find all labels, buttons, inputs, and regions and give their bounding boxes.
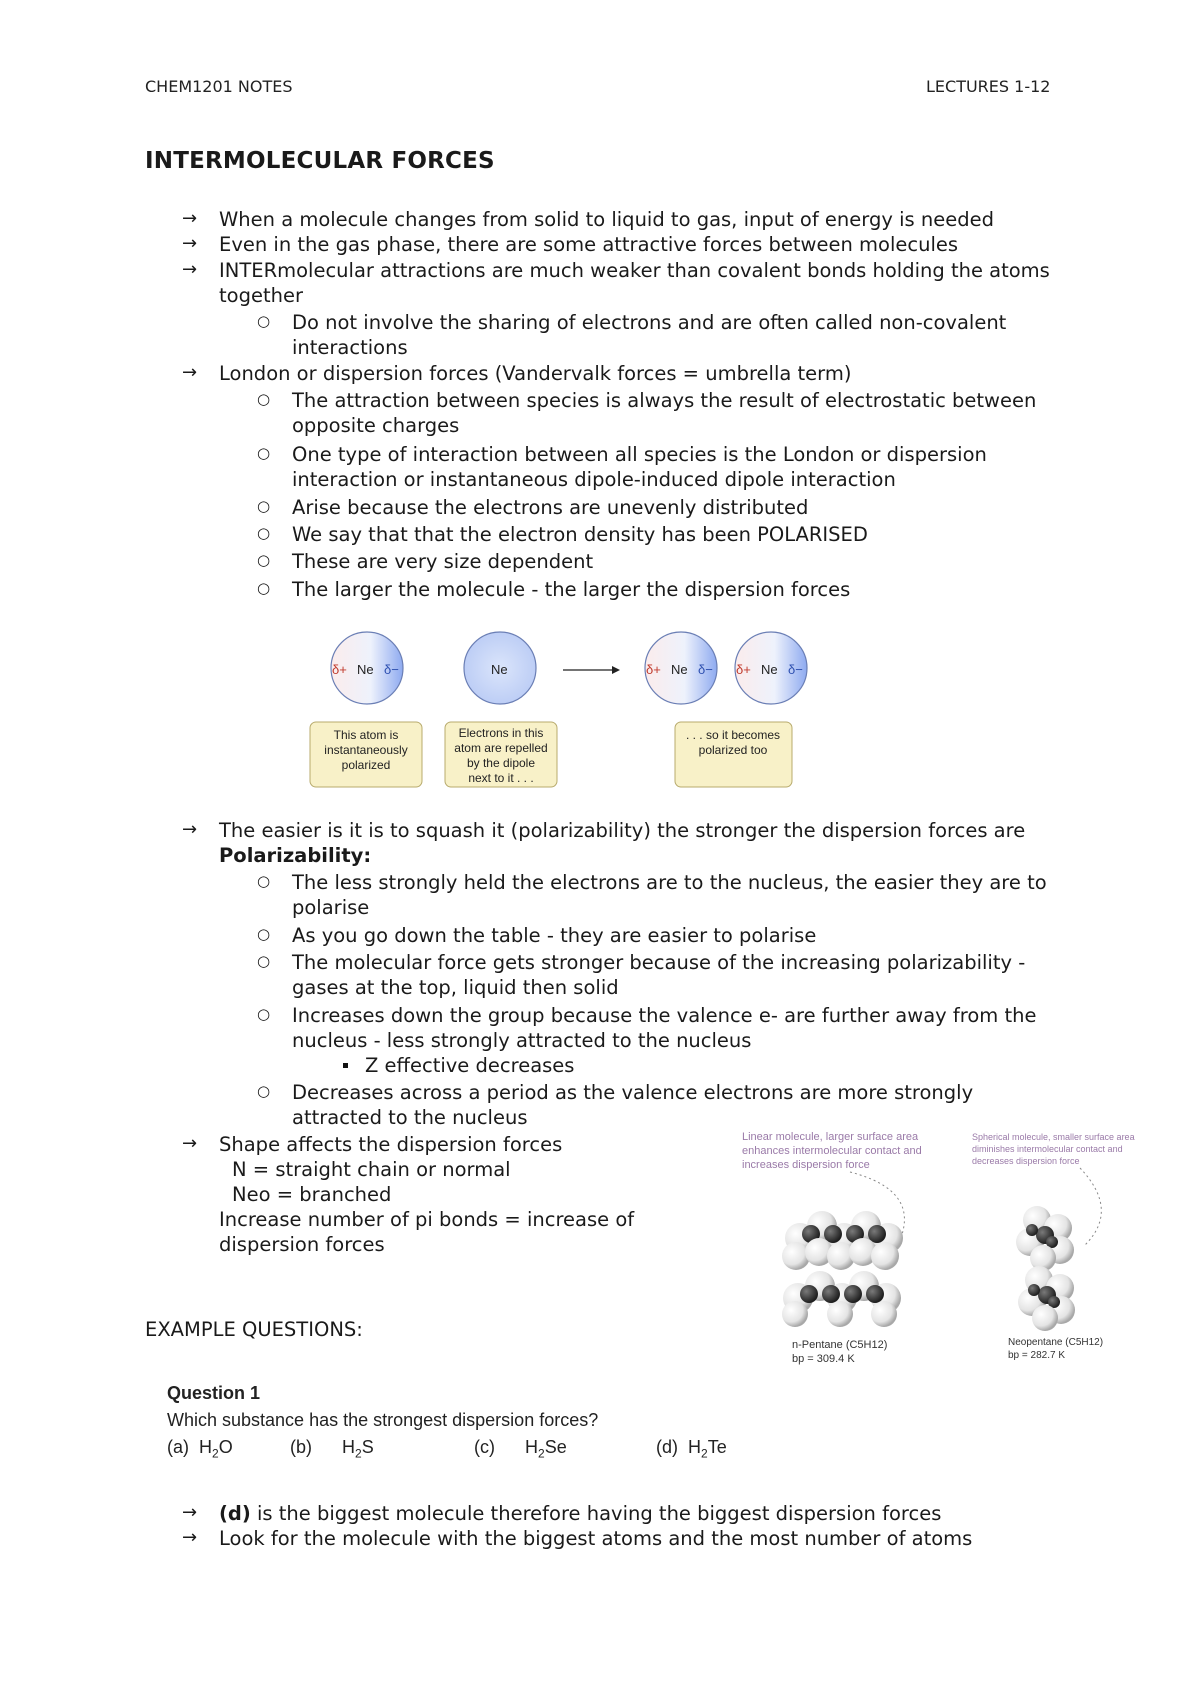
- delta-minus-label: δ−: [788, 662, 803, 677]
- sub-bullet-text-cont: gases at the top, liquid then solid: [292, 976, 619, 999]
- left-caption-line: increases dispersion force: [742, 1159, 870, 1171]
- caption-line: by the dipole: [466, 756, 536, 770]
- right-caption-line: decreases dispersion force: [972, 1156, 1080, 1166]
- shape-note: Neo = branched: [232, 1183, 392, 1206]
- delta-plus-label: δ+: [736, 662, 751, 677]
- sub-bullet-text: Do not involve the sharing of electrons and are often called non-covalent: [292, 311, 1007, 334]
- caption-line: This atom is: [333, 728, 399, 742]
- sub-bullet-text-cont: interactions: [292, 336, 408, 359]
- neopentane-bp: bp = 282.7 K: [1008, 1350, 1065, 1361]
- shape-note: Increase number of pi bonds = increase of: [219, 1208, 635, 1231]
- header-right: LECTURES 1-12: [926, 77, 1051, 96]
- right-caption-line: diminishes intermolecular contact and: [972, 1144, 1123, 1154]
- bullet-text: When a molecule changes from solid to liquid to gas, input of energy is needed: [219, 208, 994, 231]
- question-title: Question 1: [167, 1383, 261, 1403]
- arrow-bullet-icon: →: [182, 233, 198, 254]
- square-bullet-icon: [343, 1063, 348, 1068]
- n-pentane-bp: bp = 309.4 K: [792, 1353, 855, 1365]
- sub-bullet-text-cont: polarise: [292, 896, 370, 919]
- left-caption-line: Linear molecule, larger surface area: [742, 1131, 919, 1143]
- circle-bullet-icon: ○: [257, 551, 271, 569]
- atom-label: Ne: [357, 662, 374, 677]
- bullet-text: The easier is it is to squash it (polarizability) the stronger the dispersion forces are: [219, 819, 1026, 842]
- sub-bullet-text: The attraction between species is always the result of electrostatic between: [292, 389, 1037, 412]
- arrow-bullet-icon: →: [182, 208, 198, 229]
- option-b-label: (b): [290, 1437, 312, 1457]
- arrow-bullet-icon: →: [182, 1133, 198, 1154]
- neopentane-model-top: [1016, 1206, 1074, 1271]
- circle-bullet-icon: ○: [257, 925, 271, 943]
- sub-bullet-text: The molecular force gets stronger because of the increasing polarizability -: [292, 951, 1026, 974]
- sub-bullet-text: The larger the molecule - the larger the dispersion forces: [292, 578, 851, 601]
- delta-plus-label: δ+: [332, 662, 347, 677]
- sub-bullet-text-cont: nucleus - less strongly attracted to the nucleus: [292, 1029, 752, 1052]
- question-text: Which substance has the strongest dispersion forces?: [167, 1410, 599, 1430]
- sub-bullet-text: These are very size dependent: [292, 550, 594, 573]
- guide-dots: [1080, 1168, 1101, 1245]
- option-a[interactable]: (a) $H_2O$: [167, 1437, 233, 1461]
- answer-tag: (d): [219, 1502, 251, 1525]
- option-d[interactable]: (d) $H_2Te$: [656, 1437, 727, 1461]
- circle-bullet-icon: ○: [257, 390, 271, 408]
- option-c-label: (c): [474, 1437, 495, 1457]
- caption-line: . . . so it becomes: [685, 728, 781, 742]
- n-pentane-label: n-Pentane (C5H12): [792, 1339, 888, 1351]
- sub-bullet-text: Arise because the electrons are unevenly distributed: [292, 496, 809, 519]
- circle-bullet-icon: ○: [257, 579, 271, 597]
- n-pentane-model-bottom: [782, 1271, 901, 1327]
- bullet-text: London or dispersion forces (Vandervalk forces = umbrella term): [219, 362, 852, 385]
- sub-bullet-text-cont: interaction or instantaneous dipole-induced dipole interaction: [292, 468, 896, 491]
- arrow-bullet-icon: →: [182, 362, 198, 383]
- delta-minus-label: δ−: [384, 662, 399, 677]
- circle-bullet-icon: ○: [257, 952, 271, 970]
- option-c[interactable]: (c) $H_2Se$: [474, 1437, 567, 1461]
- sub-bullet-text: Decreases across a period as the valence electrons are more strongly: [292, 1081, 974, 1104]
- sub-bullet-text: As you go down the table - they are easier to polarise: [292, 924, 817, 947]
- left-caption-line: enhances intermolecular contact and: [742, 1145, 922, 1157]
- answer-text: [219, 1501, 941, 1526]
- sub-bullet-text-cont: attracted to the nucleus: [292, 1106, 528, 1129]
- shape-note: dispersion forces: [219, 1233, 385, 1256]
- circle-bullet-icon: ○: [257, 1082, 271, 1100]
- sub-bullet-text: We say that that the electron density has been POLARISED: [292, 523, 868, 546]
- header-left: CHEM1201 NOTES: [145, 77, 293, 96]
- caption-line: next to it . . .: [468, 771, 534, 785]
- option-b[interactable]: (b) $H_2S$: [290, 1437, 374, 1461]
- delta-minus-label: δ−: [698, 662, 713, 677]
- caption-line: atom are repelled: [454, 741, 548, 755]
- bullet-text-cont: together: [219, 284, 303, 307]
- arrow-bullet-icon: →: [182, 1527, 198, 1548]
- answer-rest: is the biggest molecule therefore having the biggest dispersion forces: [257, 1502, 942, 1525]
- circle-bullet-icon: ○: [257, 312, 271, 330]
- caption-line: polarized too: [698, 743, 768, 757]
- delta-plus-label: δ+: [646, 662, 661, 677]
- sub-bullet-text: Increases down the group because the valence e- are further away from the: [292, 1004, 1037, 1027]
- examples-heading: EXAMPLE QUESTIONS:: [145, 1318, 363, 1341]
- neopentane-label: Neopentane (C5H12): [1008, 1337, 1104, 1348]
- bullet-text: INTERmolecular attractions are much weaker than covalent bonds holding the atoms: [219, 259, 1050, 282]
- circle-bullet-icon: ○: [257, 1005, 271, 1023]
- atom-label: Ne: [671, 662, 688, 677]
- pentane-comparison-figure: [740, 1130, 1140, 1370]
- arrow-bullet-icon: →: [182, 819, 198, 840]
- circle-bullet-icon: ○: [257, 872, 271, 890]
- n-pentane-model-top: [782, 1211, 903, 1270]
- dispersion-diagram: [300, 625, 820, 795]
- atom-label: Ne: [491, 662, 508, 677]
- page-title: INTERMOLECULAR FORCES: [145, 148, 495, 174]
- section-heading: Polarizability:: [219, 844, 372, 867]
- arrow-bullet-icon: →: [182, 1502, 198, 1523]
- sub-sub-bullet-text: Z effective decreases: [365, 1054, 575, 1077]
- caption-line: Electrons in this: [458, 726, 544, 740]
- circle-bullet-icon: ○: [257, 497, 271, 515]
- shape-note: N = straight chain or normal: [232, 1158, 511, 1181]
- caption-line: polarized: [341, 758, 391, 772]
- neopentane-model-bottom: [1018, 1266, 1075, 1331]
- atom-label: Ne: [761, 662, 778, 677]
- circle-bullet-icon: ○: [257, 524, 271, 542]
- sub-bullet-text: One type of interaction between all species is the London or dispersion: [292, 443, 987, 466]
- arrow-head-icon: [612, 666, 620, 674]
- sub-bullet-text-cont: opposite charges: [292, 414, 460, 437]
- arrow-bullet-icon: →: [182, 259, 198, 280]
- bullet-text: Even in the gas phase, there are some attractive forces between molecules: [219, 233, 959, 256]
- caption-line: instantaneously: [324, 743, 408, 757]
- sub-bullet-text: The less strongly held the electrons are to the nucleus, the easier they are to: [292, 871, 1047, 894]
- option-a-label: (a): [167, 1437, 189, 1457]
- circle-bullet-icon: ○: [257, 444, 271, 462]
- tip-text: Look for the molecule with the biggest atoms and the most number of atoms: [219, 1527, 973, 1550]
- bullet-text: Shape affects the dispersion forces: [219, 1133, 563, 1156]
- option-d-label: (d): [656, 1437, 678, 1457]
- right-caption-line: Spherical molecule, smaller surface area: [972, 1132, 1135, 1142]
